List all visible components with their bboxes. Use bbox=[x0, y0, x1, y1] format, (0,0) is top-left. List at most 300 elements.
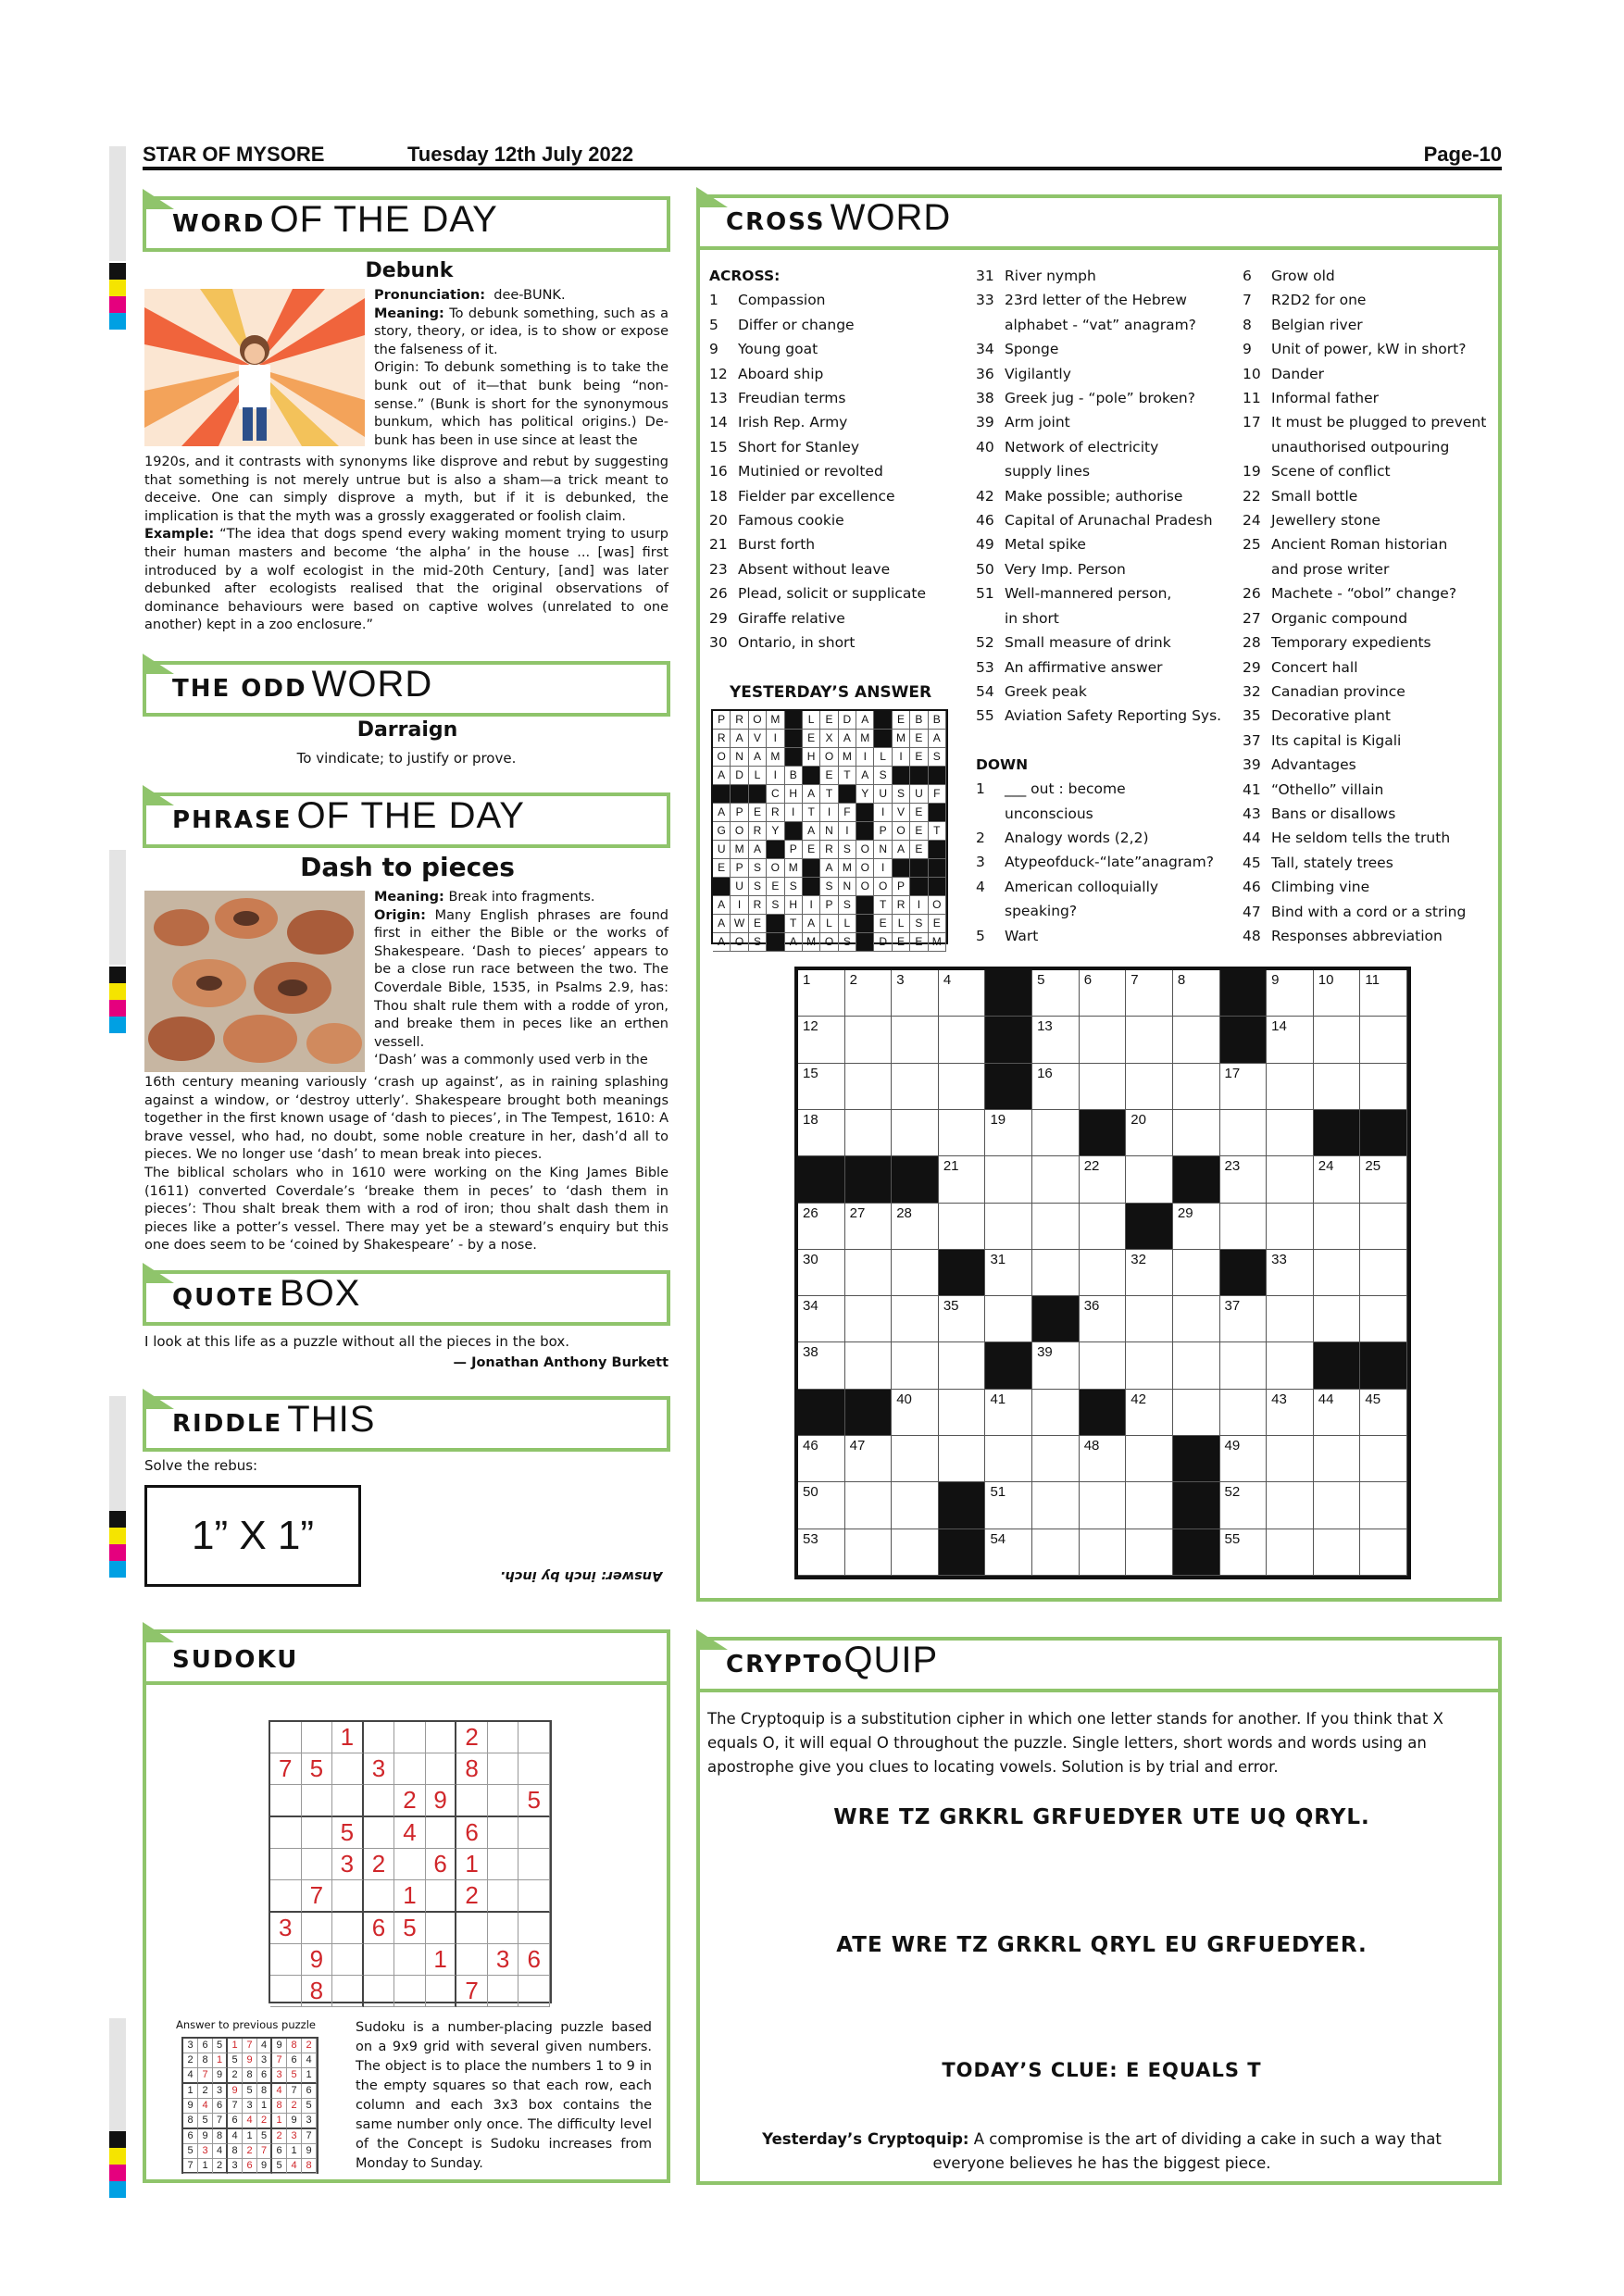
clue-number: 48 bbox=[1243, 927, 1261, 944]
sudoku-cell[interactable]: 1 bbox=[426, 1944, 457, 1976]
clue-number: 47 bbox=[1243, 903, 1261, 920]
clue-text: Sponge bbox=[1005, 341, 1059, 358]
sudoku-cell[interactable]: 1 bbox=[394, 1880, 426, 1913]
sudoku-cell[interactable] bbox=[394, 1849, 426, 1880]
sudoku-cell[interactable] bbox=[302, 1722, 333, 1753]
sudoku-answer-cell: 5 bbox=[213, 2039, 228, 2053]
crossword-cell[interactable] bbox=[1173, 1204, 1220, 1250]
crossword-cell[interactable] bbox=[1314, 1529, 1361, 1576]
sudoku-cell[interactable] bbox=[332, 1976, 364, 2007]
sudoku-cell[interactable]: 6 bbox=[456, 1817, 488, 1849]
crossword-cell[interactable] bbox=[892, 1110, 939, 1156]
crossword-cell[interactable] bbox=[1314, 1064, 1361, 1110]
sudoku-cell[interactable] bbox=[426, 1913, 457, 1944]
crossword-cell[interactable] bbox=[1360, 1156, 1407, 1203]
crossword-cell[interactable] bbox=[1267, 1064, 1314, 1110]
crossword-cell[interactable] bbox=[1080, 1204, 1127, 1250]
sudoku-cell[interactable] bbox=[302, 1913, 333, 1944]
sudoku-cell[interactable]: 3 bbox=[270, 1913, 302, 1944]
sudoku-cell[interactable] bbox=[270, 1944, 302, 1976]
crossword-cell[interactable] bbox=[1267, 1204, 1314, 1250]
crossword-cell[interactable] bbox=[1032, 1342, 1080, 1389]
crossword-cell[interactable] bbox=[892, 1064, 939, 1110]
clue-line bbox=[976, 899, 1237, 923]
crossword-cell[interactable] bbox=[1267, 1156, 1314, 1203]
crossword-cell[interactable] bbox=[798, 1110, 845, 1156]
crossword-cell[interactable] bbox=[892, 1017, 939, 1063]
crossword-cell[interactable] bbox=[1314, 1156, 1361, 1203]
answer-block bbox=[785, 822, 803, 841]
crossword-cell[interactable] bbox=[985, 1390, 1032, 1436]
crossword-cell[interactable] bbox=[1032, 1390, 1080, 1436]
crossword-cell[interactable] bbox=[939, 1064, 986, 1110]
answer-cell: I bbox=[874, 804, 892, 822]
sudoku-cell[interactable]: 6 bbox=[426, 1849, 457, 1880]
crossword-cell[interactable] bbox=[1173, 1110, 1220, 1156]
crossword-cell[interactable] bbox=[892, 1296, 939, 1342]
crossword-cell[interactable] bbox=[892, 970, 939, 1017]
crossword-cell[interactable] bbox=[892, 1482, 939, 1529]
crossword-cell[interactable] bbox=[1314, 1436, 1361, 1482]
crossword-cell[interactable] bbox=[939, 1017, 986, 1063]
crossword-cell[interactable] bbox=[1360, 1204, 1407, 1250]
crossword-cell[interactable] bbox=[1126, 1156, 1173, 1203]
crossword-cell[interactable] bbox=[798, 1017, 845, 1063]
crossword-cell[interactable] bbox=[845, 1250, 893, 1296]
crossword-cell[interactable] bbox=[1267, 1482, 1314, 1529]
answer-cell: R bbox=[820, 841, 838, 859]
sudoku-cell[interactable] bbox=[270, 1722, 302, 1753]
crossword-cell[interactable] bbox=[1126, 1296, 1173, 1342]
sudoku-answer-cell: 1 bbox=[228, 2039, 243, 2053]
answer-cell: Y bbox=[767, 822, 784, 841]
crossword-cell[interactable] bbox=[1314, 970, 1361, 1017]
crossword-cell[interactable] bbox=[1314, 1482, 1361, 1529]
cell-number: 44 bbox=[1318, 1391, 1334, 1407]
sudoku-answer-cell: 5 bbox=[198, 2114, 213, 2129]
crossword-cell[interactable] bbox=[1360, 1017, 1407, 1063]
crossword-cell[interactable] bbox=[1032, 1529, 1080, 1576]
sudoku-cell[interactable] bbox=[364, 1976, 395, 2007]
crossword-cell[interactable] bbox=[1126, 1529, 1173, 1576]
crossword-cell[interactable] bbox=[1173, 1064, 1220, 1110]
answer-block bbox=[767, 933, 784, 952]
crossword-cell[interactable] bbox=[845, 1342, 893, 1389]
sudoku-cell[interactable]: 7 bbox=[456, 1976, 488, 2007]
crossword-cell[interactable] bbox=[1173, 1250, 1220, 1296]
cell-number: 25 bbox=[1365, 1158, 1381, 1175]
crossword-cell[interactable] bbox=[939, 970, 986, 1017]
sudoku-cell[interactable] bbox=[518, 1722, 550, 1753]
crossword-cell[interactable] bbox=[1126, 1482, 1173, 1529]
sudoku-cell[interactable] bbox=[426, 1976, 457, 2007]
crossword-cell[interactable] bbox=[1080, 1436, 1127, 1482]
crossword-cell[interactable] bbox=[1126, 1250, 1173, 1296]
sudoku-cell[interactable]: 5 bbox=[394, 1913, 426, 1944]
clue-text: R2D2 for one bbox=[1271, 292, 1367, 309]
clue-text: Bans or disallows bbox=[1271, 805, 1396, 822]
sudoku-cell[interactable] bbox=[270, 1817, 302, 1849]
crossword-cell[interactable] bbox=[1220, 1296, 1268, 1342]
sudoku-cell[interactable] bbox=[426, 1753, 457, 1785]
clue-text: An affirmative answer bbox=[1005, 658, 1163, 676]
crossword-cell[interactable] bbox=[939, 1296, 986, 1342]
riddle-header bbox=[143, 1396, 670, 1452]
clue-number: 35 bbox=[1243, 707, 1261, 725]
word-of-day-continued bbox=[144, 454, 668, 635]
crossword-cell[interactable] bbox=[1314, 1250, 1361, 1296]
crossword-cell[interactable] bbox=[798, 1529, 845, 1576]
crossword-cell[interactable] bbox=[1126, 1436, 1173, 1482]
clue-text: Make possible; authorise bbox=[1005, 487, 1183, 505]
clue-line bbox=[1243, 386, 1502, 410]
crossword-cell[interactable] bbox=[798, 1250, 845, 1296]
clue-number bbox=[1243, 435, 1271, 459]
crossword-cell[interactable] bbox=[1360, 1390, 1407, 1436]
sudoku-cell[interactable] bbox=[394, 1753, 426, 1785]
crossword-cell[interactable] bbox=[1220, 1482, 1268, 1529]
crossword-cell[interactable] bbox=[1173, 970, 1220, 1017]
sudoku-cell[interactable] bbox=[488, 1785, 519, 1817]
sudoku-cell[interactable] bbox=[270, 1785, 302, 1817]
cmyk-mark bbox=[109, 967, 126, 1033]
sudoku-cell[interactable] bbox=[488, 1817, 519, 1849]
crossword-cell[interactable] bbox=[892, 1204, 939, 1250]
sudoku-cell[interactable] bbox=[456, 1913, 488, 1944]
crossword-cell[interactable] bbox=[1267, 1390, 1314, 1436]
sudoku-cell[interactable] bbox=[270, 1976, 302, 2007]
sudoku-cell[interactable] bbox=[364, 1944, 395, 1976]
crossword-cell[interactable] bbox=[1173, 1296, 1220, 1342]
crossword-block bbox=[1314, 1342, 1361, 1389]
cell-number: 32 bbox=[1131, 1251, 1146, 1267]
crossword-cell[interactable] bbox=[1126, 1342, 1173, 1389]
crossword-cell[interactable] bbox=[1267, 1529, 1314, 1576]
crossword-cell[interactable] bbox=[1360, 1436, 1407, 1482]
crossword-cell[interactable] bbox=[1220, 1064, 1268, 1110]
crossword-cell[interactable] bbox=[798, 1064, 845, 1110]
sudoku-cell[interactable] bbox=[456, 1944, 488, 1976]
answer-cell: U bbox=[731, 878, 748, 896]
clue-line bbox=[709, 337, 954, 361]
sudoku-cell[interactable] bbox=[426, 1722, 457, 1753]
crossword-cell[interactable] bbox=[1080, 1529, 1127, 1576]
crossword-cell[interactable] bbox=[1080, 970, 1127, 1017]
crossword-cell[interactable] bbox=[1360, 1529, 1407, 1576]
clue-number: 44 bbox=[1243, 830, 1261, 847]
crossword-cell[interactable] bbox=[1360, 970, 1407, 1017]
crossword-cell[interactable] bbox=[1267, 1017, 1314, 1063]
sudoku-cell[interactable] bbox=[488, 1849, 519, 1880]
crossword-cell[interactable] bbox=[1032, 1064, 1080, 1110]
crossword-cell[interactable] bbox=[1032, 1482, 1080, 1529]
sudoku-cell[interactable]: 2 bbox=[456, 1722, 488, 1753]
sudoku-cell[interactable] bbox=[332, 1753, 364, 1785]
answer-cell: P bbox=[713, 711, 731, 730]
sudoku-cell[interactable] bbox=[364, 1785, 395, 1817]
crossword-cell[interactable] bbox=[985, 1529, 1032, 1576]
cell-number: 9 bbox=[1271, 972, 1280, 988]
clue-text: Unit of power, kW in short? bbox=[1271, 341, 1467, 358]
crossword-cell[interactable] bbox=[845, 1482, 893, 1529]
crossword-cell[interactable] bbox=[985, 1204, 1032, 1250]
answer-cell: B bbox=[910, 711, 928, 730]
clue-number bbox=[976, 459, 1005, 483]
crossword-cell[interactable] bbox=[1032, 970, 1080, 1017]
crossword-cell[interactable] bbox=[1080, 1250, 1127, 1296]
sudoku-cell[interactable]: 5 bbox=[518, 1785, 550, 1817]
crossword-cell[interactable] bbox=[892, 1529, 939, 1576]
crossword-cell[interactable] bbox=[1360, 1482, 1407, 1529]
crossword-cell[interactable] bbox=[939, 1204, 986, 1250]
crossword-cell[interactable] bbox=[1173, 1342, 1220, 1389]
sudoku-cell[interactable] bbox=[332, 1880, 364, 1913]
sudoku-grid[interactable] bbox=[269, 1720, 552, 2003]
crossword-cell[interactable] bbox=[985, 1156, 1032, 1203]
sudoku-answer-cell: 9 bbox=[228, 2084, 243, 2099]
answer-cell: O bbox=[749, 711, 767, 730]
crossword-cell[interactable] bbox=[798, 1204, 845, 1250]
sudoku-cell[interactable] bbox=[518, 1913, 550, 1944]
crossword-cell[interactable] bbox=[1267, 1436, 1314, 1482]
crossword-cell[interactable] bbox=[1220, 1529, 1268, 1576]
crossword-cell[interactable] bbox=[798, 1296, 845, 1342]
crossword-cell[interactable] bbox=[1173, 1390, 1220, 1436]
crossword-cell[interactable] bbox=[892, 1250, 939, 1296]
crossword-cell[interactable] bbox=[845, 1064, 893, 1110]
sudoku-cell[interactable] bbox=[518, 1753, 550, 1785]
crossword-cell[interactable] bbox=[985, 1482, 1032, 1529]
crossword-cell[interactable] bbox=[1220, 1436, 1268, 1482]
sudoku-answer-cell: 2 bbox=[302, 2039, 317, 2053]
sudoku-cell[interactable]: 8 bbox=[302, 1976, 333, 2007]
crossword-cell[interactable] bbox=[1314, 1296, 1361, 1342]
sudoku-cell[interactable] bbox=[518, 1880, 550, 1913]
crossword-cell[interactable] bbox=[1032, 1204, 1080, 1250]
sudoku-cell[interactable]: 7 bbox=[270, 1753, 302, 1785]
crossword-cell[interactable] bbox=[892, 1390, 939, 1436]
answer-cell: V bbox=[893, 804, 910, 822]
sudoku-cell[interactable]: 3 bbox=[364, 1753, 395, 1785]
crossword-cell[interactable] bbox=[1080, 1296, 1127, 1342]
crossword-cell[interactable] bbox=[1080, 1482, 1127, 1529]
crossword-cell[interactable] bbox=[1360, 1250, 1407, 1296]
sudoku-answer-cell: 4 bbox=[228, 2129, 243, 2144]
answer-cell: E bbox=[713, 859, 731, 878]
sudoku-cell[interactable] bbox=[426, 1880, 457, 1913]
crossword-cell[interactable] bbox=[1314, 1390, 1361, 1436]
sudoku-cell[interactable] bbox=[518, 1849, 550, 1880]
sudoku-cell[interactable] bbox=[364, 1722, 395, 1753]
sudoku-answer-cell: 9 bbox=[213, 2068, 228, 2084]
crossword-cell[interactable] bbox=[1360, 1296, 1407, 1342]
crossword-cell[interactable] bbox=[892, 1436, 939, 1482]
sudoku-cell[interactable]: 5 bbox=[302, 1753, 333, 1785]
crossword-cell[interactable] bbox=[985, 1436, 1032, 1482]
answer-cell: I bbox=[874, 859, 892, 878]
sudoku-cell[interactable] bbox=[302, 1785, 333, 1817]
crossword-cell[interactable] bbox=[1032, 1110, 1080, 1156]
sudoku-cell[interactable] bbox=[302, 1849, 333, 1880]
crossword-cell[interactable] bbox=[1360, 1064, 1407, 1110]
header-notch bbox=[696, 1629, 728, 1650]
crossword-cell[interactable] bbox=[1126, 1110, 1173, 1156]
sudoku-cell[interactable] bbox=[394, 1976, 426, 2007]
crossword-cell[interactable] bbox=[845, 1529, 893, 1576]
sudoku-cell[interactable]: 2 bbox=[364, 1849, 395, 1880]
crossword-cell[interactable] bbox=[1267, 970, 1314, 1017]
sudoku-cell[interactable] bbox=[488, 1753, 519, 1785]
clue-line bbox=[709, 288, 954, 312]
sudoku-cell[interactable]: 1 bbox=[456, 1849, 488, 1880]
crossword-cell[interactable] bbox=[1080, 1156, 1127, 1203]
cell-number: 27 bbox=[849, 1204, 866, 1221]
clue-number: 51 bbox=[976, 585, 994, 603]
crossword-cell[interactable] bbox=[939, 1390, 986, 1436]
sudoku-cell[interactable] bbox=[332, 1913, 364, 1944]
crossword-cell[interactable] bbox=[1032, 1436, 1080, 1482]
sudoku-cell[interactable] bbox=[394, 1722, 426, 1753]
answer-cell: R bbox=[713, 730, 731, 748]
crossword-cell[interactable] bbox=[1267, 1110, 1314, 1156]
clue-line bbox=[1243, 337, 1502, 361]
header-bold: PHRASE bbox=[172, 806, 293, 834]
crossword-cell[interactable] bbox=[1032, 1156, 1080, 1203]
sudoku-cell[interactable] bbox=[364, 1817, 395, 1849]
crossword-cell[interactable] bbox=[798, 1482, 845, 1529]
sudoku-answer-cell: 1 bbox=[287, 2144, 302, 2159]
answer-cell: T bbox=[820, 785, 838, 804]
crossword-cell[interactable] bbox=[985, 1110, 1032, 1156]
crossword-cell[interactable] bbox=[1220, 1390, 1268, 1436]
sudoku-cell[interactable] bbox=[426, 1817, 457, 1849]
sudoku-cell[interactable]: 1 bbox=[332, 1722, 364, 1753]
sudoku-cell[interactable]: 9 bbox=[302, 1944, 333, 1976]
crossword-cell[interactable] bbox=[845, 1110, 893, 1156]
crossword-cell[interactable] bbox=[798, 1436, 845, 1482]
answer-cell: E bbox=[910, 822, 928, 841]
answer-cell: A bbox=[749, 748, 767, 767]
sudoku-cell[interactable]: 8 bbox=[456, 1753, 488, 1785]
crossword-cell[interactable] bbox=[1220, 1110, 1268, 1156]
cell-number: 39 bbox=[1037, 1344, 1053, 1361]
sudoku-cell[interactable] bbox=[488, 1976, 519, 2007]
sudoku-answer-cell: 6 bbox=[228, 2114, 243, 2129]
crossword-cell[interactable] bbox=[1126, 1390, 1173, 1436]
sudoku-answer-cell: 9 bbox=[257, 2159, 272, 2174]
sudoku-cell[interactable] bbox=[270, 1880, 302, 1913]
crossword-cell[interactable] bbox=[845, 1296, 893, 1342]
crossword-cell[interactable] bbox=[1267, 1296, 1314, 1342]
sudoku-cell[interactable]: 5 bbox=[332, 1817, 364, 1849]
crossword-cell[interactable] bbox=[845, 1204, 893, 1250]
sudoku-cell[interactable]: 2 bbox=[456, 1880, 488, 1913]
sudoku-answer-cell: 4 bbox=[213, 2144, 228, 2159]
crossword-cell[interactable] bbox=[985, 1250, 1032, 1296]
sudoku-cell[interactable] bbox=[488, 1880, 519, 1913]
crossword-cell[interactable] bbox=[892, 1342, 939, 1389]
sudoku-cell[interactable]: 6 bbox=[364, 1913, 395, 1944]
sudoku-cell[interactable] bbox=[332, 1944, 364, 1976]
crossword-cell[interactable] bbox=[939, 1110, 986, 1156]
answer-cell: E bbox=[749, 804, 767, 822]
sudoku-cell[interactable] bbox=[488, 1913, 519, 1944]
sudoku-cell[interactable] bbox=[518, 1817, 550, 1849]
crossword-cell[interactable] bbox=[1267, 1250, 1314, 1296]
yesterday-answer-grid bbox=[711, 709, 948, 948]
crossword-cell[interactable] bbox=[939, 1156, 986, 1203]
sudoku-cell[interactable] bbox=[364, 1880, 395, 1913]
crossword-block bbox=[985, 1017, 1032, 1063]
sudoku-cell[interactable]: 4 bbox=[394, 1817, 426, 1849]
clue-text: Temporary expedients bbox=[1271, 634, 1431, 652]
sudoku-cell[interactable]: 3 bbox=[488, 1944, 519, 1976]
sudoku-cell[interactable]: 6 bbox=[518, 1944, 550, 1976]
sudoku-cell[interactable]: 7 bbox=[302, 1880, 333, 1913]
sudoku-cell[interactable]: 2 bbox=[394, 1785, 426, 1817]
sudoku-cell[interactable] bbox=[456, 1785, 488, 1817]
crossword-cell[interactable] bbox=[1173, 1017, 1220, 1063]
sudoku-cell[interactable]: 9 bbox=[426, 1785, 457, 1817]
sudoku-answer-cell: 6 bbox=[302, 2084, 317, 2099]
cell-number: 53 bbox=[803, 1530, 818, 1547]
crossword-cell[interactable] bbox=[1220, 1342, 1268, 1389]
answer-block bbox=[713, 785, 731, 804]
crossword-cell[interactable] bbox=[1267, 1342, 1314, 1389]
sudoku-cell[interactable] bbox=[332, 1785, 364, 1817]
sudoku-cell[interactable] bbox=[270, 1849, 302, 1880]
answer-block bbox=[910, 859, 928, 878]
sudoku-cell[interactable] bbox=[394, 1944, 426, 1976]
crossword-cell[interactable] bbox=[1220, 1156, 1268, 1203]
crossword-cell[interactable] bbox=[1032, 1250, 1080, 1296]
crossword-cell[interactable] bbox=[1032, 1017, 1080, 1063]
clue-text: in short bbox=[1005, 609, 1059, 627]
crossword-block bbox=[1080, 1390, 1127, 1436]
clue-number: 38 bbox=[976, 390, 994, 407]
crossword-cell[interactable] bbox=[1080, 1064, 1127, 1110]
crossword-cell[interactable] bbox=[845, 1017, 893, 1063]
crossword-cell[interactable] bbox=[1220, 1204, 1268, 1250]
sudoku-cell[interactable] bbox=[488, 1722, 519, 1753]
sudoku-cell[interactable] bbox=[518, 1976, 550, 2007]
answer-cell: I bbox=[767, 730, 784, 748]
clue-column-across bbox=[709, 264, 954, 655]
example-label: Example: bbox=[144, 527, 215, 543]
crossword-cell[interactable] bbox=[798, 1342, 845, 1389]
crossword-cell[interactable] bbox=[1314, 1204, 1361, 1250]
crossword-cell[interactable] bbox=[1080, 1342, 1127, 1389]
crossword-grid[interactable] bbox=[794, 967, 1411, 1579]
crossword-cell[interactable] bbox=[798, 970, 845, 1017]
sudoku-cell[interactable]: 3 bbox=[332, 1849, 364, 1880]
crossword-cell[interactable] bbox=[1126, 1017, 1173, 1063]
crossword-cell[interactable] bbox=[845, 970, 893, 1017]
crossword-cell[interactable] bbox=[985, 1296, 1032, 1342]
crossword-cell[interactable] bbox=[939, 1436, 986, 1482]
crossword-cell[interactable] bbox=[1126, 970, 1173, 1017]
clue-text: Bind with a cord or a string bbox=[1271, 903, 1467, 920]
crossword-cell[interactable] bbox=[845, 1436, 893, 1482]
answer-cell: M bbox=[803, 933, 820, 952]
crossword-cell[interactable] bbox=[939, 1342, 986, 1389]
answer-cell: E bbox=[803, 730, 820, 748]
crossword-cell[interactable] bbox=[1314, 1017, 1361, 1063]
clue-line bbox=[1243, 924, 1502, 948]
sudoku-cell[interactable] bbox=[302, 1817, 333, 1849]
crossword-cell[interactable] bbox=[1126, 1064, 1173, 1110]
crossword-cell[interactable] bbox=[1080, 1017, 1127, 1063]
